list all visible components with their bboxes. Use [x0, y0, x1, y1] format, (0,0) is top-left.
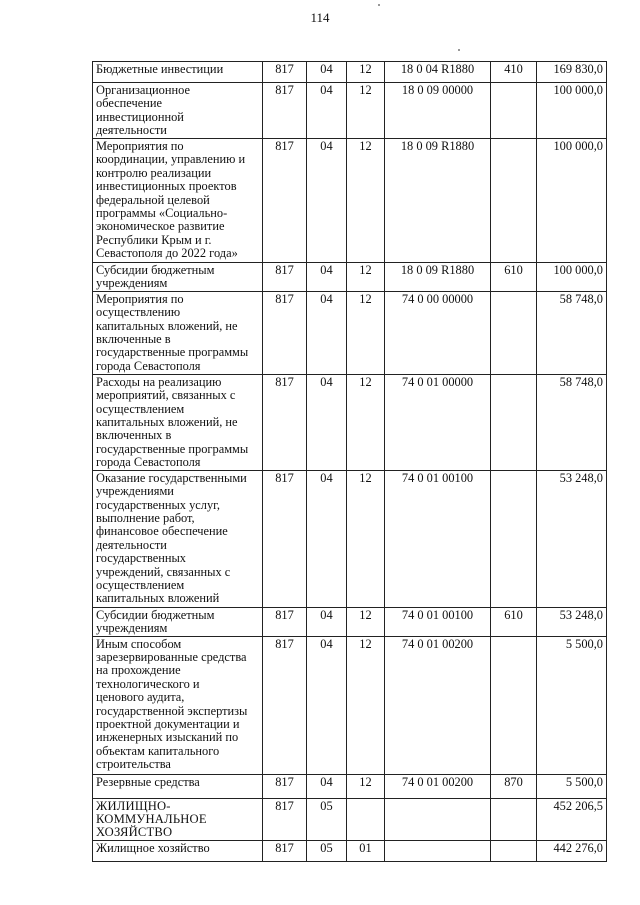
cell-section: 05 [307, 798, 347, 840]
cell-expense-type [491, 139, 537, 263]
cell-expense-type: 610 [491, 263, 537, 292]
table-row [93, 798, 607, 840]
cell-amount: 169 830,0 [537, 62, 607, 83]
cell-name: Бюджетные инвестиции [93, 62, 263, 83]
cell-expense-type [491, 636, 537, 774]
page-number: 114 [310, 10, 330, 25]
table-row [93, 139, 607, 263]
cell-target-article [385, 840, 491, 861]
table-row [93, 607, 607, 636]
table-row [93, 291, 607, 374]
cell-section: 04 [307, 139, 347, 263]
cell-target-article: 18 0 09 R1880 [385, 263, 491, 292]
cell-expense-type: 870 [491, 774, 537, 798]
cell-section: 04 [307, 470, 347, 607]
table-row [93, 774, 607, 798]
cell-subsection: 12 [347, 774, 385, 798]
cell-amount: 5 500,0 [537, 636, 607, 774]
cell-ministry-code: 817 [263, 62, 307, 83]
cell-section: 04 [307, 291, 347, 374]
cell-ministry-code: 817 [263, 636, 307, 774]
cell-subsection: 12 [347, 374, 385, 470]
cell-amount: 452 206,5 [537, 798, 607, 840]
cell-ministry-code: 817 [263, 374, 307, 470]
budget-table [92, 61, 607, 862]
cell-ministry-code: 817 [263, 798, 307, 840]
cell-ministry-code: 817 [263, 263, 307, 292]
cell-section: 04 [307, 62, 347, 83]
cell-expense-type [491, 291, 537, 374]
cell-target-article: 74 0 01 00200 [385, 636, 491, 774]
cell-target-article: 74 0 01 00000 [385, 374, 491, 470]
cell-ministry-code: 817 [263, 840, 307, 861]
cell-target-article [385, 798, 491, 840]
cell-amount: 53 248,0 [537, 607, 607, 636]
cell-subsection: 12 [347, 139, 385, 263]
cell-target-article: 74 0 01 00100 [385, 470, 491, 607]
cell-section: 04 [307, 263, 347, 292]
cell-section: 05 [307, 840, 347, 861]
cell-subsection: 12 [347, 62, 385, 83]
cell-subsection: 12 [347, 636, 385, 774]
table-row [93, 840, 607, 861]
cell-amount: 5 500,0 [537, 774, 607, 798]
cell-amount: 53 248,0 [537, 470, 607, 607]
cell-expense-type [491, 470, 537, 607]
cell-name: Жилищное хозяйство [93, 840, 263, 861]
table-row [93, 83, 607, 139]
cell-amount: 442 276,0 [537, 840, 607, 861]
cell-expense-type [491, 83, 537, 139]
cell-expense-type [491, 840, 537, 861]
cell-section: 04 [307, 774, 347, 798]
cell-name: Резервные средства [93, 774, 263, 798]
cell-amount: 58 748,0 [537, 374, 607, 470]
cell-ministry-code: 817 [263, 139, 307, 263]
cell-target-article: 74 0 01 00200 [385, 774, 491, 798]
cell-target-article: 18 0 04 R1880 [385, 62, 491, 83]
cell-section: 04 [307, 607, 347, 636]
table-row [93, 62, 607, 83]
cell-target-article: 74 0 01 00100 [385, 607, 491, 636]
scan-speck [458, 49, 460, 51]
cell-amount: 100 000,0 [537, 83, 607, 139]
table-body [93, 62, 607, 862]
cell-name: Мероприятия по координации, управлению и контролю реализации инвестиционных проектов федеральной целевой программы «Социально- экономическое развитие Республики Крым и г. Севастополя до 2022 года» [93, 139, 263, 263]
table-row [93, 263, 607, 292]
cell-subsection: 12 [347, 470, 385, 607]
cell-expense-type [491, 374, 537, 470]
cell-amount: 58 748,0 [537, 291, 607, 374]
cell-subsection: 12 [347, 263, 385, 292]
cell-expense-type [491, 798, 537, 840]
cell-name: Расходы на реализацию мероприятий, связанных с осуществлением капитальных вложений, не включенных в государственные программы города Севастополя [93, 374, 263, 470]
cell-name: ЖИЛИЩНО- КОММУНАЛЬНОЕ ХОЗЯЙСТВО [93, 798, 263, 840]
cell-section: 04 [307, 374, 347, 470]
cell-amount: 100 000,0 [537, 263, 607, 292]
cell-ministry-code: 817 [263, 291, 307, 374]
cell-name: Оказание государственными учреждениями государственных услуг, выполнение работ, финансовое обеспечение деятельности государственных учреждений, связанных с осуществлением капитальных вложений [93, 470, 263, 607]
cell-ministry-code: 817 [263, 607, 307, 636]
cell-subsection: 12 [347, 83, 385, 139]
cell-expense-type: 410 [491, 62, 537, 83]
cell-section: 04 [307, 636, 347, 774]
table-row [93, 470, 607, 607]
cell-ministry-code: 817 [263, 470, 307, 607]
cell-name: Иным способом зарезервированные средства на прохождение технологического и ценового аудита, государственной экспертизы проектной документации и инженерных изысканий по объектам капитального строительства [93, 636, 263, 774]
cell-subsection: 12 [347, 607, 385, 636]
table-row [93, 374, 607, 470]
cell-target-article: 18 0 09 00000 [385, 83, 491, 139]
cell-target-article: 74 0 00 00000 [385, 291, 491, 374]
cell-subsection [347, 798, 385, 840]
cell-expense-type: 610 [491, 607, 537, 636]
cell-ministry-code: 817 [263, 774, 307, 798]
cell-ministry-code: 817 [263, 83, 307, 139]
cell-subsection: 01 [347, 840, 385, 861]
cell-section: 04 [307, 83, 347, 139]
cell-name: Организационное обеспечение инвестиционной деятельности [93, 83, 263, 139]
cell-name: Субсидии бюджетным учреждениям [93, 607, 263, 636]
cell-name: Мероприятия по осуществлению капитальных вложений, не включенные в государственные программы города Севастополя [93, 291, 263, 374]
scan-speck [378, 4, 380, 6]
cell-name: Субсидии бюджетным учреждениям [93, 263, 263, 292]
cell-amount: 100 000,0 [537, 139, 607, 263]
table-row [93, 636, 607, 774]
cell-subsection: 12 [347, 291, 385, 374]
cell-target-article: 18 0 09 R1880 [385, 139, 491, 263]
